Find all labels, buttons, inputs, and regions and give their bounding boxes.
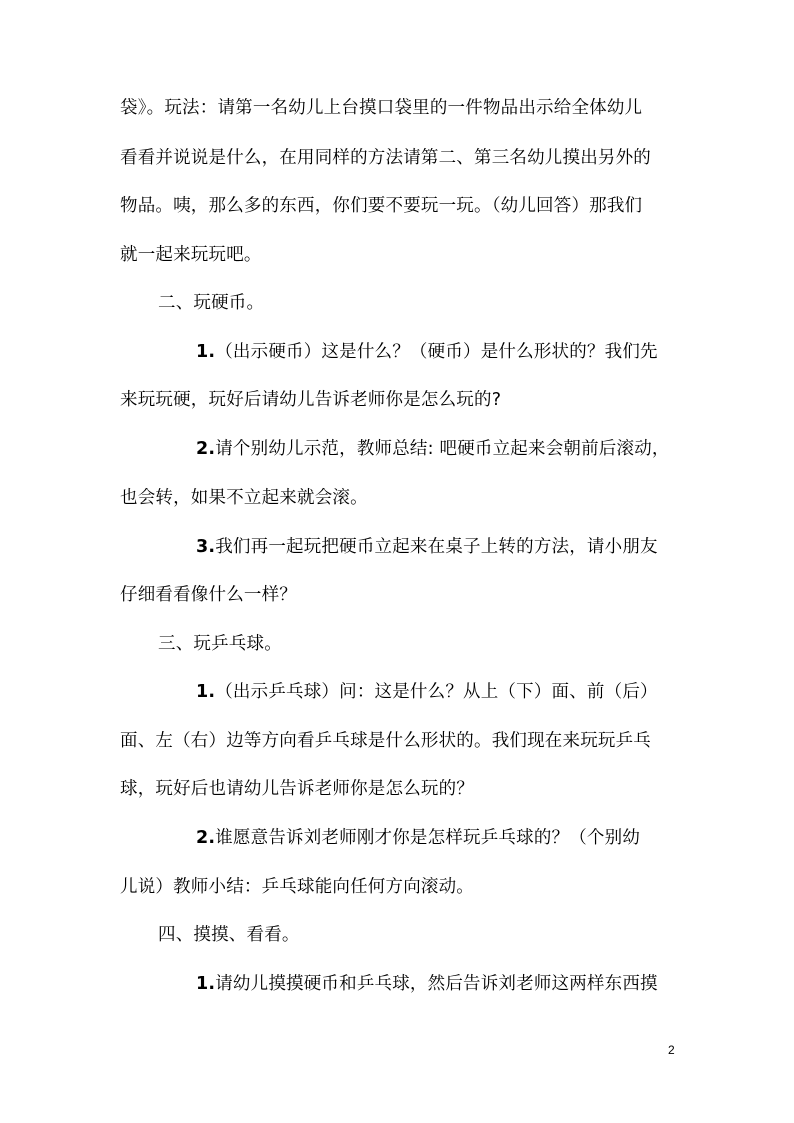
paragraph-line: 物品。咦，那么多的东西，你们要不要玩一玩。（幼儿回答）那我们	[120, 196, 643, 216]
paragraph-line: 面、左（右）边等方向看乒乓球是什么形状的。我们现在来玩玩乒乓	[120, 731, 651, 751]
list-item	[196, 826, 640, 850]
paragraph-line: 看看并说说是什么，在用同样的方法请第二、第三名幼儿摸出另外的	[120, 148, 651, 168]
list-item	[196, 437, 670, 461]
section-heading-2: 二、玩硬币。	[158, 293, 265, 313]
list-number: 1.	[196, 974, 216, 994]
paragraph-line: 来玩玩硬，玩好后请幼儿告诉老师你是怎么玩的?	[120, 390, 502, 410]
list-item	[196, 535, 658, 559]
list-number: 2.	[196, 828, 216, 848]
list-text: （出示乒乓球）问：这是什么？从上（下）面、前（后）	[215, 682, 658, 702]
list-text: 我们再一起玩把硬币立起来在桌子上转的方法，请小朋友	[215, 537, 658, 557]
list-item	[196, 972, 658, 996]
list-item	[196, 680, 658, 704]
paragraph-line: 就一起来玩玩吧。	[120, 245, 262, 265]
section-heading-3: 三、玩乒乓球。	[158, 634, 282, 654]
list-text: 谁愿意告诉刘老师刚才你是怎样玩乒乓球的？（个别幼	[215, 828, 641, 848]
list-number: 1.	[196, 342, 216, 362]
list-text: （出示硬币）这是什么？（硬币）是什么形状的？我们先	[215, 342, 658, 362]
paragraph-line: 仔细看看像什么一样？	[120, 585, 297, 605]
page-number: 2	[668, 1043, 675, 1057]
list-number: 2.	[196, 439, 216, 459]
paragraph-line: 儿说）教师小结：乒乓球能向任何方向滚动。	[120, 877, 474, 897]
list-text: 请幼儿摸摸硬币和乒乓球，然后告诉刘老师这两样东西摸	[215, 974, 658, 994]
list-item	[196, 340, 658, 364]
list-number: 3.	[196, 537, 216, 557]
section-heading-4: 四、摸摸、看看。	[158, 925, 300, 945]
paragraph-line: 袋》。玩法：请第一名幼儿上台摸口袋里的一件物品出示给全体幼儿	[120, 98, 643, 118]
paragraph-line: 也会转，如果不立起来就会滚。	[120, 488, 368, 508]
paragraph-line: 球，玩好后也请幼儿告诉老师你是怎么玩的？	[120, 779, 474, 799]
list-number: 1.	[196, 682, 216, 702]
list-text: 请个别幼儿示范，教师总结: 吧硬币立起来会朝前后滚动，	[215, 439, 670, 459]
